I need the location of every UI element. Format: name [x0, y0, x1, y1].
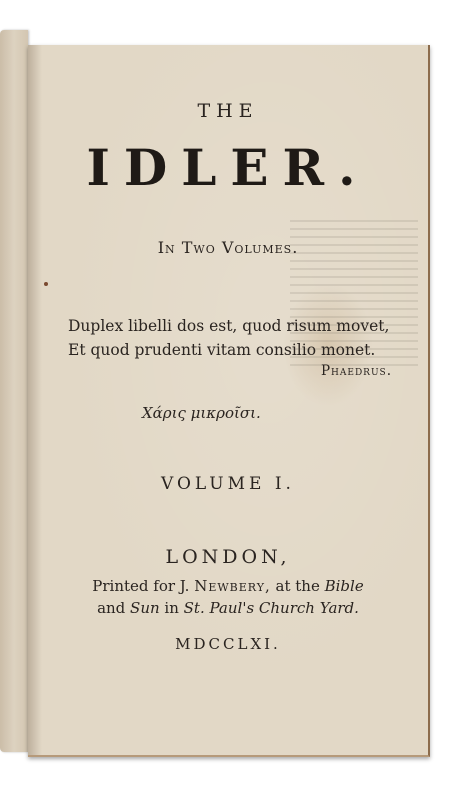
imprint-at-the: at the — [270, 577, 325, 595]
imprint-line-2 — [28, 599, 428, 617]
imprint-bible: Bible — [324, 577, 364, 595]
left-page-edge — [0, 30, 28, 752]
title-article: THE — [197, 100, 259, 122]
book-title: IDLER. — [86, 138, 370, 197]
epigraph-attribution: Phaedrus. — [320, 363, 392, 379]
volumes-note: In Two Volumes. — [157, 238, 299, 257]
greek-motto: Χάρις μικροῖσι. — [142, 404, 261, 422]
imprint-in: in — [159, 599, 184, 617]
imprint-printed-for: Printed for J. — [92, 577, 190, 595]
imprint-printer: Newbery, — [194, 577, 271, 595]
epigraph-line-1: Duplex libelli dos est, quod risum movet, — [68, 317, 390, 335]
epigraph-line-2: Et quod prudenti vitam consilio monet. — [68, 341, 376, 359]
volume-number: VOLUME I. — [161, 474, 295, 494]
paper-blemish — [44, 282, 48, 286]
publication-date: MDCCLXI. — [175, 635, 281, 653]
imprint-church-yard: St. Paul's Church Yard. — [183, 599, 359, 617]
imprint-line-1 — [28, 577, 428, 595]
imprint-sun: Sun — [130, 599, 160, 617]
imprint-and: and — [97, 599, 131, 617]
imprint-city: LONDON, — [165, 546, 291, 568]
